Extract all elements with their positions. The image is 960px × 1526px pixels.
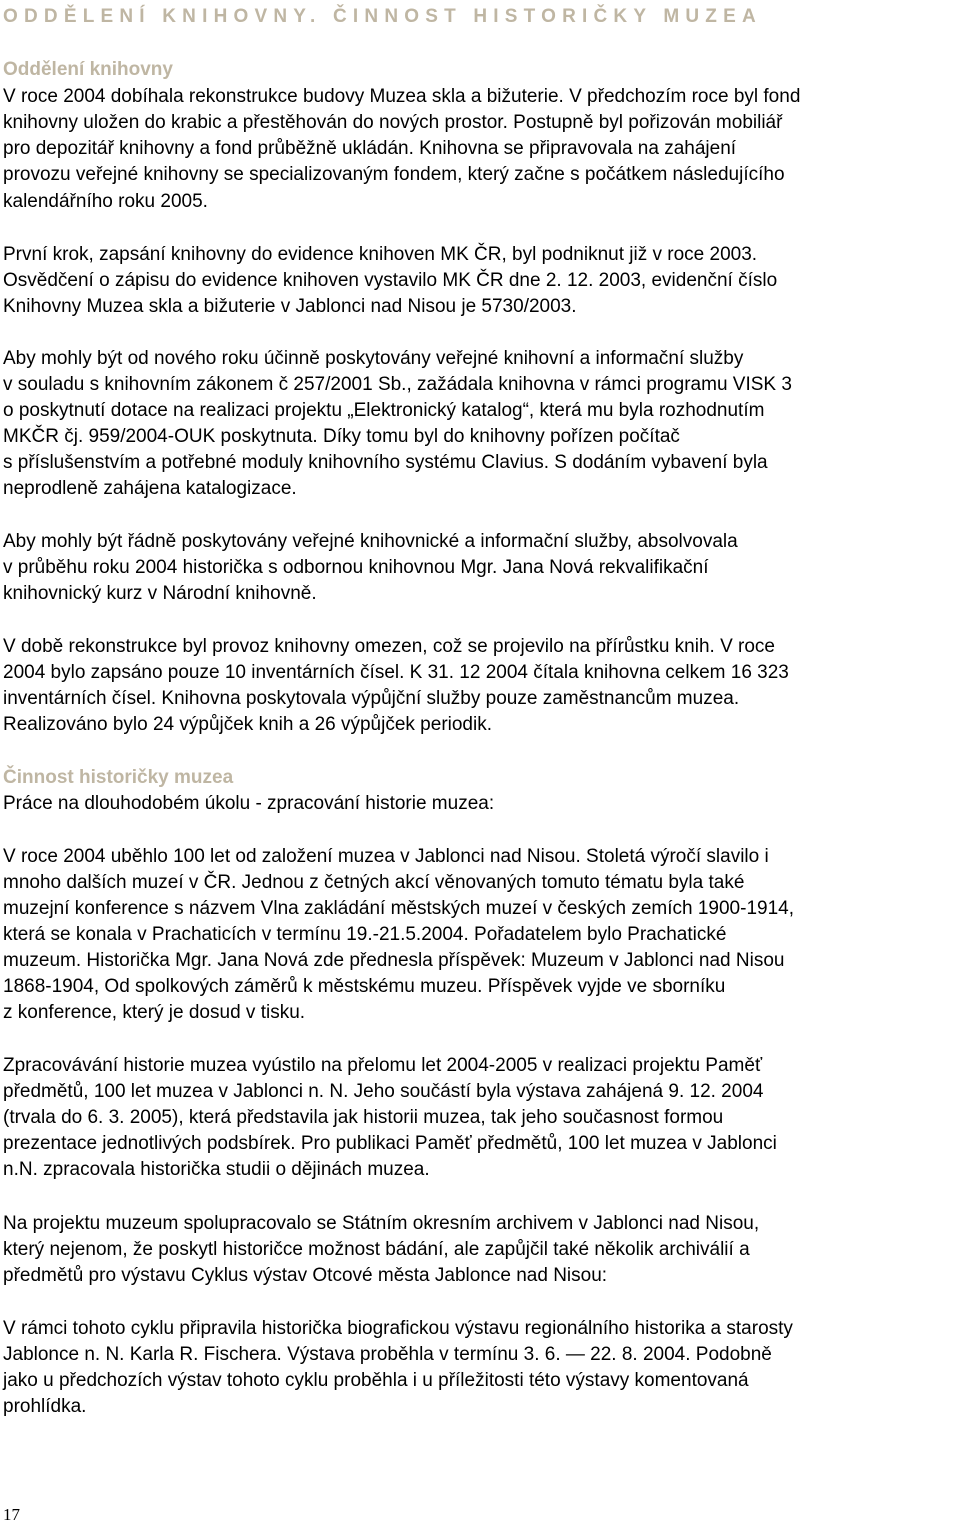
paragraph-line: V roce 2004 uběhlo 100 let od založení muzea v Jablonci nad Nisou. Stoletá výročí slavilo i (3, 846, 769, 867)
paragraph-line: provozu veřejné knihovny se specializovaným fondem, který začne s počátkem následujícího (3, 164, 785, 185)
paragraph-line: Osvědčení o zápisu do evidence knihoven vystavilo MK ČR dne 2. 12. 2003, evidenční číslo (3, 270, 778, 291)
paragraph-line: v souladu s knihovním zákonem č 257/2001 Sb., zažádala knihovna v rámci programu VISK 3 (3, 374, 792, 395)
paragraph-line: neprodleně zahájena katalogizace. (3, 478, 297, 499)
paragraph-line: která se konala v Prachaticích v termínu 19.-21.5.2004. Pořadatelem bylo Prachatické (3, 924, 727, 945)
page-number: 17 (3, 1505, 20, 1524)
section-title-historian: Činnost historičky muzea (3, 767, 234, 788)
paragraph-line: o poskytnutí dotace na realizaci projektu „Elektronický katalog“, která mu byla rozhodnutím (3, 400, 765, 421)
paragraph-line: mnoho dalších muzeí v ČR. Jednou z četných akcí věnovaných tomuto tématu byla také (3, 872, 745, 893)
paragraph-line: Realizováno bylo 24 výpůjček knih a 26 výpůjček periodik. (3, 714, 492, 735)
paragraph-line: V době rekonstrukce byl provoz knihovny omezen, což se projevilo na přírůstku knih. V roce (3, 636, 775, 657)
paragraph-line: muzeum. Historička Mgr. Jana Nová zde přednesla příspěvek: Muzeum v Jablonci nad Nisou (3, 950, 785, 971)
paragraph-line: předmětů, 100 let muzea v Jablonci n. N. Jeho součástí byla výstava zahájená 9. 12. 2004 (3, 1081, 764, 1102)
paragraph-line: pro depozitář knihovny a fond průběžně ukládán. Knihovna se připravovala na zahájení (3, 138, 737, 159)
paragraph-line: prohlídka. (3, 1396, 87, 1417)
running-header: ODDĚLENÍ KNIHOVNY. ČINNOST HISTORIČKY MUZEA (3, 6, 762, 27)
paragraph-line: z konference, který je dosud v tisku. (3, 1002, 306, 1023)
paragraph-line: kalendářního roku 2005. (3, 191, 208, 212)
paragraph-line: (trvala do 6. 3. 2005), která představila jak historii muzea, tak jeho současnost formou (3, 1107, 724, 1128)
paragraph-line: V rámci tohoto cyklu připravila historička biografickou výstavu regionálního historika a starosty (3, 1318, 793, 1339)
paragraph-line: předmětů pro výstavu Cyklus výstav Otcové města Jablonce nad Nisou: (3, 1265, 608, 1286)
paragraph-line: muzejní konference s názvem Vlna zakládání městských muzeí v českých zemích 1900-1914, (3, 898, 794, 919)
paragraph-line: Práce na dlouhodobém úkolu - zpracování historie muzea: (3, 793, 495, 814)
paragraph-line: Knihovny Muzea skla a bižuterie v Jablonci nad Nisou je 5730/2003. (3, 296, 577, 317)
paragraph-line: inventárních čísel. Knihovna poskytovala výpůjční služby pouze zaměstnancům muzea. (3, 688, 740, 709)
paragraph-line: První krok, zapsání knihovny do evidence knihoven MK ČR, byl podniknut již v roce 2003. (3, 244, 758, 265)
paragraph-line: 2004 bylo zapsáno pouze 10 inventárních čísel. K 31. 12 2004 čítala knihovna celkem 16 323 (3, 662, 789, 683)
paragraph-line: Jablonce n. N. Karla R. Fischera. Výstava proběhla v termínu 3. 6. — 22. 8. 2004. Podobně (3, 1344, 772, 1365)
paragraph-line: Aby mohly být řádně poskytovány veřejné knihovnické a informační služby, absolvovala (3, 531, 738, 552)
paragraph-line: prezentace jednotlivých podsbírek. Pro publikaci Paměť předmětů, 100 let muzea v Jablonci (3, 1133, 777, 1154)
paragraph-line: knihovnický kurz v Národní knihovně. (3, 583, 317, 604)
paragraph-line: Aby mohly být od nového roku účinně poskytovány veřejné knihovní a informační služby (3, 348, 744, 369)
paragraph-line: knihovny uložen do krabic a přestěhován do nových prostor. Postupně byl pořizován mobiliář (3, 112, 783, 133)
paragraph-line: který nejenom, že poskytl historičce možnost bádání, ale zapůjčil také několik archiválií a (3, 1239, 750, 1260)
paragraph-line: v průběhu roku 2004 historička s odbornou knihovnou Mgr. Jana Nová rekvalifikační (3, 557, 709, 578)
paragraph-line: n.N. zpracovala historička studii o dějinách muzea. (3, 1159, 430, 1180)
paragraph-line: MKČR čj. 959/2004-OUK poskytnuta. Díky tomu byl do knihovny pořízen počítač (3, 426, 680, 447)
paragraph-line: s příslušenstvím a potřebné moduly knihovního systému Clavius. S dodáním vybavení byla (3, 452, 768, 473)
paragraph-line: 1868-1904, Od spolkových záměrů k městskému muzeu. Příspěvek vyjde ve sborníku (3, 976, 726, 997)
paragraph-line: Zpracovávání historie muzea vyústilo na přelomu let 2004-2005 v realizaci projektu Paměť (3, 1055, 763, 1076)
section-title-library: Oddělení knihovny (3, 59, 173, 80)
paragraph-line: V roce 2004 dobíhala rekonstrukce budovy Muzea skla a bižuterie. V předchozím roce byl fond (3, 86, 801, 107)
paragraph-line: Na projektu muzeum spolupracovalo se Státním okresním archivem v Jablonci nad Nisou, (3, 1213, 760, 1234)
paragraph-line: jako u předchozích výstav tohoto cyklu proběhla i u příležitosti této výstavy komentovaná (3, 1370, 749, 1391)
